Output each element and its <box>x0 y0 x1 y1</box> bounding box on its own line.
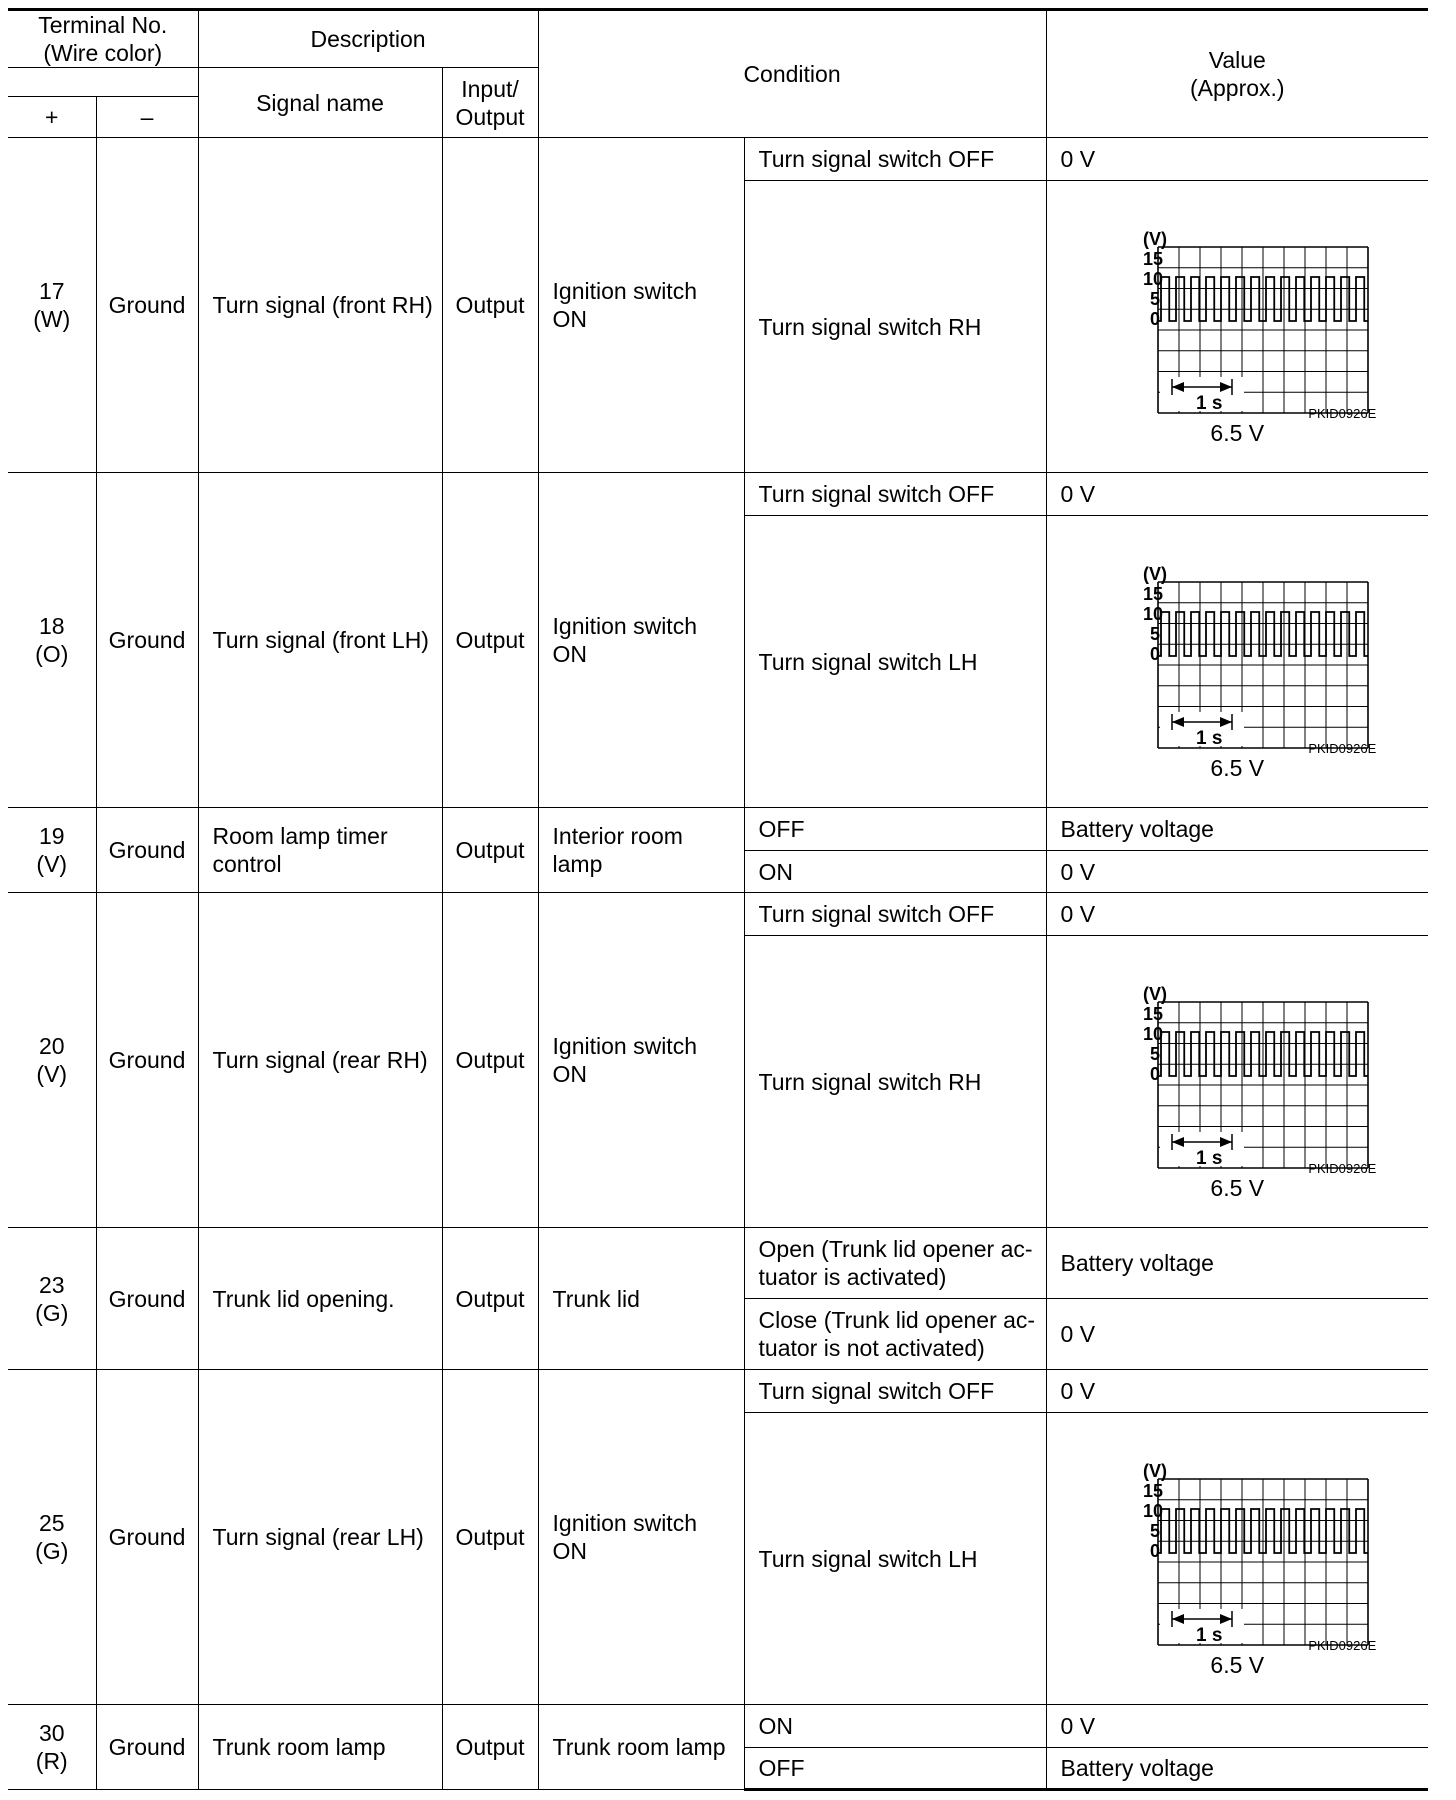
value-cell: Battery voltage <box>1046 1748 1428 1790</box>
signal-line-1: Turn signal (front LH) <box>212 627 429 653</box>
waveform-figure <box>1092 962 1382 1176</box>
terminal-cell <box>8 1705 96 1790</box>
value-cell: 0 V <box>1046 893 1428 936</box>
sub-condition-line-1: Turn signal switch LH <box>758 648 978 675</box>
header-value-line-1: Value <box>1208 47 1266 73</box>
sub-condition-cell <box>744 851 1046 893</box>
sub-condition-line-1: ON <box>758 858 794 885</box>
sub-condition-cell <box>744 1228 1046 1299</box>
terminal-line-2: (V) <box>36 851 68 877</box>
condition-line-1: Ignition switch <box>552 278 697 304</box>
wf-tick-10: 10 <box>1143 1500 1164 1521</box>
waveform-figure <box>1092 542 1382 756</box>
signal-line-1: Turn signal (rear LH) <box>212 1524 424 1550</box>
value-cell <box>1046 181 1428 473</box>
io-cell: Output <box>442 138 538 473</box>
sub-condition-line-2: tuator is not activated) <box>758 1335 985 1361</box>
condition-line-1: Interior room <box>552 823 683 849</box>
value-cell: 0 V <box>1046 1299 1428 1370</box>
condition-cell <box>538 473 744 808</box>
terminal-line-2: (O) <box>35 641 69 667</box>
table-row <box>8 473 1428 516</box>
sub-condition-line-1: Turn signal switch OFF <box>758 146 995 172</box>
terminal-cell <box>8 138 96 473</box>
sub-condition-cell <box>744 1705 1046 1748</box>
sub-condition-line-1: Turn signal switch OFF <box>758 1378 995 1404</box>
terminal-line-1: 30 <box>38 1720 65 1746</box>
sub-condition-line-1: Turn signal switch OFF <box>758 481 995 507</box>
condition-line-2: ON <box>552 1538 588 1564</box>
value-cell: 0 V <box>1046 138 1428 181</box>
sub-condition-cell <box>744 1748 1046 1790</box>
value-cell <box>1046 1413 1428 1705</box>
io-cell: Output <box>442 1228 538 1370</box>
sub-condition-line-1: Open (Trunk lid opener ac- <box>758 1236 1033 1262</box>
table-row <box>8 808 1428 851</box>
ground-cell: Ground <box>96 893 198 1228</box>
sub-condition-cell <box>744 1370 1046 1413</box>
wf-tick-10: 10 <box>1143 603 1164 624</box>
ground-cell: Ground <box>96 1228 198 1370</box>
header-minus: – <box>96 97 198 138</box>
condition-line-1: Ignition switch <box>552 613 697 639</box>
signal-name-cell <box>198 1705 442 1790</box>
value-cell: 0 V <box>1046 473 1428 516</box>
condition-cell <box>538 1228 744 1370</box>
condition-line-2: lamp <box>552 851 603 877</box>
signal-line-1: Turn signal (front RH) <box>212 292 433 318</box>
sub-condition-cell <box>744 1413 1046 1705</box>
terminal-spec-sheet <box>8 8 1428 1791</box>
wf-tick-10: 10 <box>1143 1023 1164 1044</box>
condition-line-2: ON <box>552 1061 588 1087</box>
time-marker-label: 1 s <box>1196 1624 1223 1646</box>
header-terminal-line-2: (Wire color) <box>43 40 163 66</box>
terminal-cell <box>8 1370 96 1705</box>
wf-tick-0: 0 <box>1150 1063 1161 1084</box>
sub-condition-cell <box>744 1299 1046 1370</box>
wf-tick-5: 5 <box>1150 288 1161 309</box>
sub-condition-line-1: ON <box>758 1713 794 1739</box>
sub-condition-line-1: Turn signal switch OFF <box>758 901 995 927</box>
header-value <box>1046 10 1428 138</box>
header-row-1 <box>8 10 1428 68</box>
waveform-figure <box>1092 207 1382 421</box>
condition-cell <box>538 893 744 1228</box>
value-cell: 0 V <box>1046 1370 1428 1413</box>
wf-unit: (V) <box>1143 563 1168 584</box>
wf-tick-15: 15 <box>1143 248 1164 269</box>
wf-tick-5: 5 <box>1150 1043 1161 1064</box>
condition-line-2: ON <box>552 306 588 332</box>
table-row <box>8 1228 1428 1299</box>
io-cell: Output <box>442 473 538 808</box>
terminal-line-1: 18 <box>38 613 65 639</box>
io-cell: Output <box>442 1705 538 1790</box>
io-cell: Output <box>442 893 538 1228</box>
condition-cell <box>538 1370 744 1705</box>
header-description: Description <box>198 10 538 68</box>
sub-condition-cell <box>744 936 1046 1228</box>
value-cell: 0 V <box>1046 1705 1428 1748</box>
value-text: 6.5 V <box>1210 754 1265 781</box>
value-cell: Battery voltage <box>1046 1228 1428 1299</box>
terminal-line-1: 20 <box>38 1033 65 1059</box>
condition-cell <box>538 808 744 893</box>
sub-condition-line-2: tuator is activated) <box>758 1264 947 1290</box>
wf-tick-15: 15 <box>1143 1003 1164 1024</box>
table-body <box>8 10 1428 1790</box>
value-cell <box>1046 936 1428 1228</box>
table-row <box>8 1370 1428 1413</box>
sub-condition-line-1: Close (Trunk lid opener ac- <box>758 1307 1036 1333</box>
table-row <box>8 1705 1428 1748</box>
terminal-cell <box>8 808 96 893</box>
time-marker-label: 1 s <box>1196 1147 1223 1169</box>
terminal-line-2: (V) <box>36 1061 68 1087</box>
condition-line-2: ON <box>552 641 588 667</box>
condition-line-1: Ignition switch <box>552 1033 697 1059</box>
ground-cell: Ground <box>96 1705 198 1790</box>
header-signal-name: Signal name <box>198 68 442 138</box>
sub-condition-cell <box>744 138 1046 181</box>
sub-condition-cell <box>744 893 1046 936</box>
terminal-line-2: (W) <box>33 306 71 332</box>
ground-cell: Ground <box>96 808 198 893</box>
time-marker-label: 1 s <box>1196 392 1223 414</box>
header-terminal-spacer <box>8 68 198 97</box>
terminal-line-2: (R) <box>35 1748 68 1774</box>
ground-cell: Ground <box>96 1370 198 1705</box>
signal-line-1: Room lamp timer <box>212 823 388 849</box>
value-cell: 0 V <box>1046 851 1428 893</box>
terminal-table <box>8 8 1428 1791</box>
signal-line-1: Trunk room lamp <box>212 1734 386 1760</box>
condition-line-1: Trunk lid <box>552 1285 640 1312</box>
header-input-output <box>442 68 538 138</box>
signal-name-cell <box>198 473 442 808</box>
wf-tick-0: 0 <box>1150 1540 1161 1561</box>
signal-name-cell <box>198 138 442 473</box>
table-row <box>8 138 1428 181</box>
sub-condition-line-1: Turn signal switch RH <box>758 1068 982 1095</box>
wf-tick-10: 10 <box>1143 268 1164 289</box>
sub-condition-line-1: Turn signal switch LH <box>758 1545 978 1572</box>
signal-name-cell <box>198 893 442 1228</box>
sub-condition-cell <box>744 473 1046 516</box>
terminal-line-2: (G) <box>35 1538 69 1564</box>
terminal-line-1: 17 <box>38 278 65 304</box>
signal-line-2: control <box>212 851 282 877</box>
terminal-cell <box>8 893 96 1228</box>
value-text: 6.5 V <box>1210 1651 1265 1678</box>
waveform-code: PKID0926E <box>1308 405 1377 421</box>
terminal-line-2: (G) <box>35 1299 69 1326</box>
sub-condition-line-1: Turn signal switch RH <box>758 313 982 340</box>
wf-tick-0: 0 <box>1150 308 1161 329</box>
wf-tick-15: 15 <box>1143 583 1164 604</box>
signal-line-1: Trunk lid opening. <box>212 1285 395 1312</box>
time-marker-label: 1 s <box>1196 727 1223 749</box>
header-condition: Condition <box>538 10 1046 138</box>
ground-cell: Ground <box>96 138 198 473</box>
signal-line-1: Turn signal (rear RH) <box>212 1047 428 1073</box>
waveform-figure <box>1092 1439 1382 1653</box>
condition-cell <box>538 1705 744 1790</box>
wf-unit: (V) <box>1143 983 1168 1004</box>
io-cell: Output <box>442 1370 538 1705</box>
terminal-cell <box>8 1228 96 1370</box>
wf-tick-15: 15 <box>1143 1480 1164 1501</box>
wf-tick-0: 0 <box>1150 643 1161 664</box>
value-text: 6.5 V <box>1210 1174 1265 1201</box>
io-cell: Output <box>442 808 538 893</box>
sub-condition-line-1: OFF <box>758 1755 805 1781</box>
header-terminal-line-1: Terminal No. <box>38 12 168 38</box>
header-plus: + <box>8 97 96 138</box>
waveform-code: PKID0926E <box>1308 740 1377 756</box>
terminal-line-1: 23 <box>38 1271 65 1298</box>
wf-tick-5: 5 <box>1150 623 1161 644</box>
wf-tick-5: 5 <box>1150 1520 1161 1541</box>
condition-line-1: Ignition switch <box>552 1510 697 1536</box>
value-cell <box>1046 516 1428 808</box>
sub-condition-line-1: OFF <box>758 816 805 842</box>
signal-name-cell <box>198 1228 442 1370</box>
condition-cell <box>538 138 744 473</box>
sub-condition-cell <box>744 181 1046 473</box>
header-io-line-2: Output <box>455 103 525 130</box>
ground-cell: Ground <box>96 473 198 808</box>
waveform-code: PKID0926E <box>1308 1637 1377 1653</box>
header-io-line-1: Input/ <box>461 75 519 102</box>
value-text: 6.5 V <box>1210 419 1265 446</box>
signal-name-cell <box>198 808 442 893</box>
value-cell: Battery voltage <box>1046 808 1428 851</box>
header-terminal-no <box>8 10 198 68</box>
header-value-line-2: (Approx.) <box>1189 75 1285 101</box>
terminal-line-1: 25 <box>38 1510 65 1536</box>
terminal-cell <box>8 473 96 808</box>
table-row <box>8 893 1428 936</box>
condition-line-1: Trunk room lamp <box>552 1734 726 1760</box>
terminal-line-1: 19 <box>38 823 65 849</box>
wf-unit: (V) <box>1143 228 1168 249</box>
waveform-code: PKID0926E <box>1308 1160 1377 1176</box>
sub-condition-cell <box>744 808 1046 851</box>
wf-unit: (V) <box>1143 1460 1168 1481</box>
sub-condition-cell <box>744 516 1046 808</box>
signal-name-cell <box>198 1370 442 1705</box>
